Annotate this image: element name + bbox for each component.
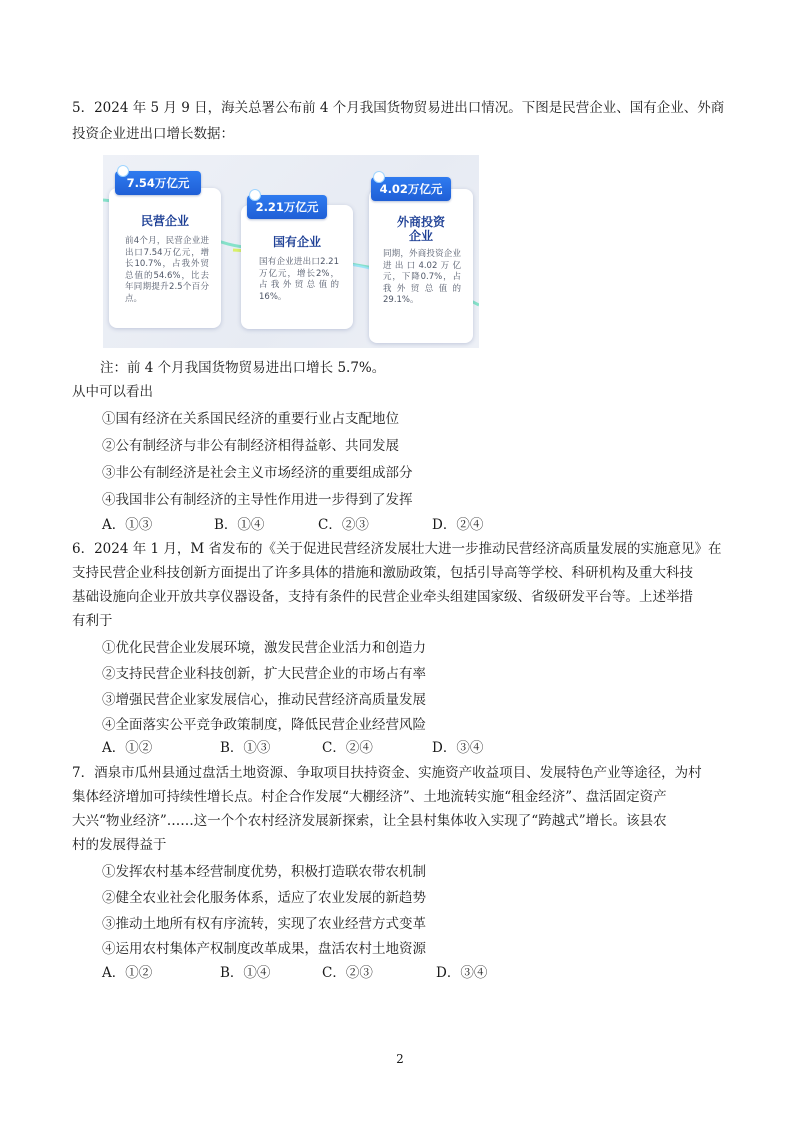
q7-choice-d[interactable]: D．③④ xyxy=(436,965,488,981)
badge-foreign-value: 4.02万亿元 xyxy=(371,177,451,201)
card-body: 前4个月，民营企业进出口7.54万亿元，增长10.7%，占我外贸总值的54.6%，比去年同期提升2.5个百分点。 xyxy=(125,236,209,304)
q5-option-2: ②公有制经济与非公有制经济相得益彰、共同发展 xyxy=(102,438,399,454)
q6-choice-c[interactable]: C．②④ xyxy=(322,740,373,756)
badge-private-value: 7.54万亿元 xyxy=(115,171,201,195)
card-state-enterprise xyxy=(241,205,353,329)
q7-stem-line-3: 大兴“物业经济”……这一个个农村经济发展新探索，让全县村集体收入实现了“跨越式”增长。该县农 xyxy=(72,813,667,829)
card-foreign-enterprise xyxy=(369,189,473,343)
q7-choice-b[interactable]: B．①④ xyxy=(220,965,271,981)
card-title: 国有企业 xyxy=(272,235,321,249)
q5-stem-line-2: 投资企业进出口增长数据： xyxy=(72,126,234,142)
q6-stem-line-2: 支持民营企业科技创新方面提出了许多具体的措施和激励政策，包括引导高等学校、科研机构及重大科技 xyxy=(72,565,693,581)
q6-option-1: ①优化民营企业发展环境，激发民营企业活力和创造力 xyxy=(102,640,426,656)
check-icon xyxy=(249,189,261,201)
check-icon xyxy=(373,171,385,183)
q6-option-3: ③增强民营企业家发展信心，推动民营经济高质量发展 xyxy=(102,692,426,708)
q7-stem-line-1: 7．酒泉市瓜州县通过盘活土地资源、争取项目扶持资金、实施资产收益项目、发展特色产业等途径，为村 xyxy=(72,765,702,781)
card-private-enterprise xyxy=(109,188,221,328)
q6-choice-b[interactable]: B．①③ xyxy=(220,740,271,756)
q7-option-3: ③推动土地所有权有序流转，实现了农业经营方式变革 xyxy=(102,916,426,932)
card-body: 国有企业进出口2.21万亿元，增长2%，占我外贸总值的16%。 xyxy=(259,257,339,302)
q5-note: 注：前 4 个月我国货物贸易进出口增长 5.7%。 xyxy=(100,360,386,376)
q5-choice-c[interactable]: C．②③ xyxy=(318,517,369,533)
card-title: 民营企业 xyxy=(140,214,189,228)
q7-option-1: ①发挥农村基本经营制度优势，积极打造联农带农机制 xyxy=(102,864,426,880)
q6-stem-line-4: 有利于 xyxy=(72,613,113,629)
page-number: 2 xyxy=(396,1052,404,1066)
q7-stem-line-2: 集体经济增加可持续性增长点。村企合作发展“大棚经济”、土地流转实施“租金经济”、盘活固定资产 xyxy=(72,789,667,805)
q6-stem-line-1: 6．2024 年 1 月，M 省发布的《关于促进民营经济发展壮大进一步推动民营经济高质量发展的实施意见》在 xyxy=(72,541,722,557)
q7-option-4: ④运用农村集体产权制度改革成果，盘活农村土地资源 xyxy=(102,941,426,957)
q5-stem-line-1: 5．2024 年 5 月 9 日，海关总署公布前 4 个月我国货物贸易进出口情况。下图是民营企业、国有企业、外商 xyxy=(72,100,725,116)
q5-choice-d[interactable]: D．②④ xyxy=(432,517,484,533)
card-title-line-2: 企业 xyxy=(408,229,433,243)
q7-stem-line-4: 村的发展得益于 xyxy=(72,837,167,853)
q5-choice-b[interactable]: B．①④ xyxy=(214,517,265,533)
q7-choice-a[interactable]: A．①② xyxy=(102,965,153,981)
q6-option-4: ④全面落实公平竞争政策制度，降低民营企业经营风险 xyxy=(102,717,426,733)
q5-option-3: ③非公有制经济是社会主义市场经济的重要组成部分 xyxy=(102,465,413,481)
badge-state-value: 2.21万亿元 xyxy=(247,195,327,219)
q6-choice-d[interactable]: D．③④ xyxy=(432,740,484,756)
q5-option-1: ①国有经济在关系国民经济的重要行业占支配地位 xyxy=(102,411,399,427)
q6-choice-a[interactable]: A．①② xyxy=(102,740,153,756)
check-icon xyxy=(117,165,129,177)
q5-option-4: ④我国非公有制经济的主导性作用进一步得到了发挥 xyxy=(102,492,413,508)
q7-choice-c[interactable]: C．②③ xyxy=(322,965,373,981)
card-title-line-1: 外商投资 xyxy=(396,215,445,229)
card-body: 同期，外商投资企业进出口4.02万亿元，下降0.7%，占我外贸总值的29.1%。 xyxy=(383,249,461,306)
q6-option-2: ②支持民营企业科技创新，扩大民营企业的市场占有率 xyxy=(102,666,426,682)
q6-stem-line-3: 基础设施向企业开放共享仪器设备，支持有条件的民营企业牵头组建国家级、省级研发平台等。上述举措 xyxy=(72,589,693,605)
q5-choice-a[interactable]: A．①③ xyxy=(102,517,153,533)
q5-prompt: 从中可以看出 xyxy=(72,384,153,400)
trade-infographic xyxy=(103,155,479,348)
q7-option-2: ②健全农业社会化服务体系，适应了农业发展的新趋势 xyxy=(102,890,426,906)
